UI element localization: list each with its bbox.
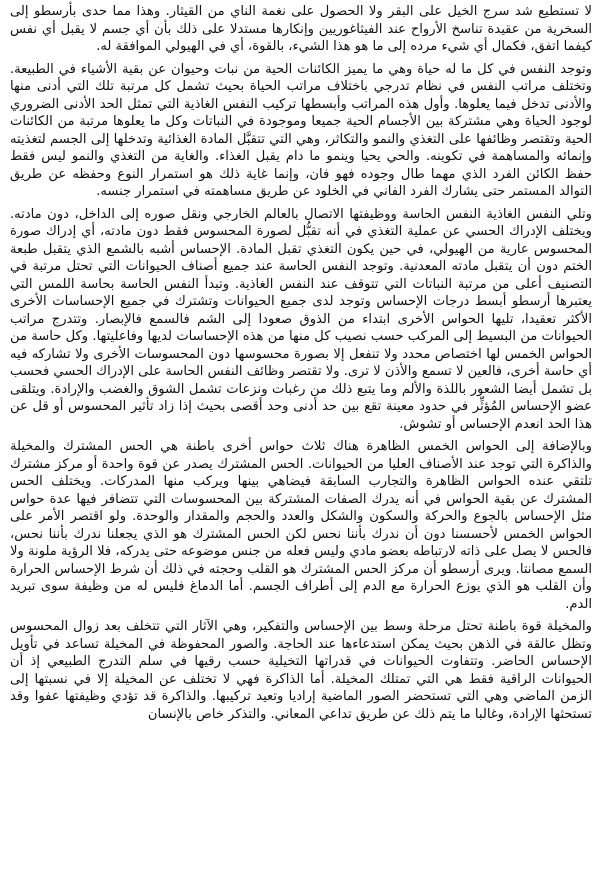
paragraph-imagination-memory: والمخيلة قوة باطنة تحتل مرحلة وسط بين الإحساس والتفكير، وهي الآثار التي تتخلف بعد زوال المحسوس وتظل عالقة في الذهن بحيث يمكن استدعاءها عند الحاجة. والصور المحفوظة في المخيلة تساعد في تأويل الإحساس الحاضر. وتتفاوت الحيوانات في قدراتها التخيلية حسب رقيها في سلم التدرج الطبيعي إذ أن الحيوانات الراقية فقط هي التي تمتلك المخيلة. أما الذاكرة فهي لا تختلف عن المخيلة إلا في نسبتها إلى الزمن الماضي وهي التي تستحضر الصور الماضية إراديا وتعيد تركيبها. والذاكرة قد تؤدي وظيفتها عفوا وقد تستحثها الإرادة، وغالبا ما يتم ذلك عن طريق تداعي المعاني. والتذكر خاص بالإنسان [10,619,592,722]
paragraph-horse-saddle: لا تستطيع شد سرج الخيل على البقر ولا الحصول على نغمة الناي من القيثار. وهذا مما حدى بأرسطو إلى السخرية من عقيدة تناسخ الأرواح عند الفيثاغوريين وإنكارها مستدلا على ذلك بأن أي جسم لا يقبل أي نفس كيفما اتفق، فكمال أي شيء مرده إلى ما هو هذا الشيء، بالقوة، أي في الهيولي الموافقة له. [10,4,592,54]
paragraph-nutritive-soul: وتوجد النفس في كل ما له حياة وهي ما يميز الكائنات الحية من نبات وحيوان عن بقية الأشياء في الطبيعة. وتختلف مراتب النفس في نظام تدرجي باختلاف مراتب الحياة بحيث تشمل كل مرتبة تلك التي أدنى منها والأدنى تدخل فيما يعلوها. وأول هذه المراتب وأبسطها تركيب النفس الغاذية التي تمثل الحد الأدنى الضروري لوجود الحياة وهي مشتركة بين الأجسام الحية جميعا وموجودة في النباتات وكل ما يعلوها مرتبة من الكائنات الحية وتقتصر وظائفها على التغذي والنمو والتكاثر، وهي التي تتقبَّل المادة الغذائية وتدخلها إلى الجسم لتغذيته وإنمائه والمساهمة في تكوينه. والحي يحيا وينمو ما دام يقبل الغذاء. والغاية من التغذي والنمو ليس فقط حفظ الكائن الفرد الذي مهما طال وجوده فهو فان، وإنما غاية ذلك هو استمرار النوع وحفظه عن طريق التوالد المستمر حتى يشارك الفرد الفاني في الخلود عن طريق مساهمته في استمرار جنسه. [10,61,592,199]
paragraph-sensitive-soul: وتلي النفس الغاذية النفس الحاسة ووظيفتها الاتصال بالعالم الخارجي ونقل صوره إلى الداخل، دون مادته. ويختلف الإدراك الحسي عن عملية التغذي في أنه تقبُّل لصورة المحسوس فقط دون مادته، أي إدراك صورة المحسوس عارية من الهيولي، في حين يكون التغذي تقبل المادة. الإحساس أشبه بالشمع الذي يتقبل طبعة الختم دون أن يتقبل مادته المعدنية. وتوجد النفس الحاسة عند جميع أصناف الحيوانات التي تحتل مرتبة في التصنيف أعلى من مرتبة النباتات التي تتوقف عند النفس الغاذية. وتبدأ النفس الحاسة بحاسة اللمس التي يعتبرها أرسطو أبسط درجات الإحساس وتوجد لدى جميع الحيوانات وتشترك في جميع الإحساسات الأخرى الأكثر تعقيدا، تليها الحواس الأخرى ابتداء من الذوق صعودا إلى الشم فالسمع فالإبصار. وتتدرج مراتب الحيوانات من البسيط إلى المركب حسب نصيب كل منها من هذه الإحساسات لديها وفاعليتها. وكل حاسة من الحواس الخمس لها اختصاص محدد ولا تنفعل إلا بصورة محسوسها دون المحسوسات الأخرى ولا تشاركه فيه أي حاسة أخرى، فالعين لا تسمع والأذن لا ترى. ولا تقتصر وظائف النفس الحاسة على الإدراك الحسي فحسب بل تشمل أيضا الشعور باللذة والألم وما يتبع ذلك من رغبات ونزعات تشمل الشوق والغضب والإرادة. ويتلقى عضو الإحساس المُؤثِّر في حدود معينة تقع بين حد أدنى وحد أقصى بحيث إذا زاد تأثير المحسوس أو قل عن هذا الحد انعدم الإحساس أو تشوش. [10,206,592,432]
paragraph-common-sense: وبالإضافة إلى الحواس الخمس الظاهرة هناك ثلاث حواس أخرى باطنة هي الحس المشترك والمخيلة والذاكرة التي توجد عند الأصناف العليا من الحيوانات. الحس المشترك يصدر عن قوة واحدة أو مركز مشترك تلتقي عنده الحواس الظاهرة والتجارب السابقة فيضاهي بينها ويركب منها المدركات. ويختلف الحس المشترك عن بقية الحواس في أنه يدرك الصفات المشتركة بين المحسوسات التي تتضافر فيها عدة حواس مثل الإحساس بالجوع والحركة والسكون والشكل والعدد والحجم والمقدار والوحدة. ولو اقتصر الأمر على الحواس الخمس لأحسسنا دون أن ندرك بأننا نحس لكن الحس المشترك هو الذي يجعلنا ندرك بأننا نحس، فالحس لا يصل على ذاته لارتباطه بعضو مادي وليس فعله من جنس موضوعه حتى يدركه، فلا الرؤية ملونة ولا السمع مصانتا. ويرى أرسطو أن مركز الحس المشترك هو القلب وحجته في ذلك أن شرط الإحساس الحرارة وأن القلب هو الذي يوزع الحرارة مع الدم إلى أطراف الجسم. أما الدماغ فليس له من وظيفة سوى تبريد الدم. [10,439,592,612]
